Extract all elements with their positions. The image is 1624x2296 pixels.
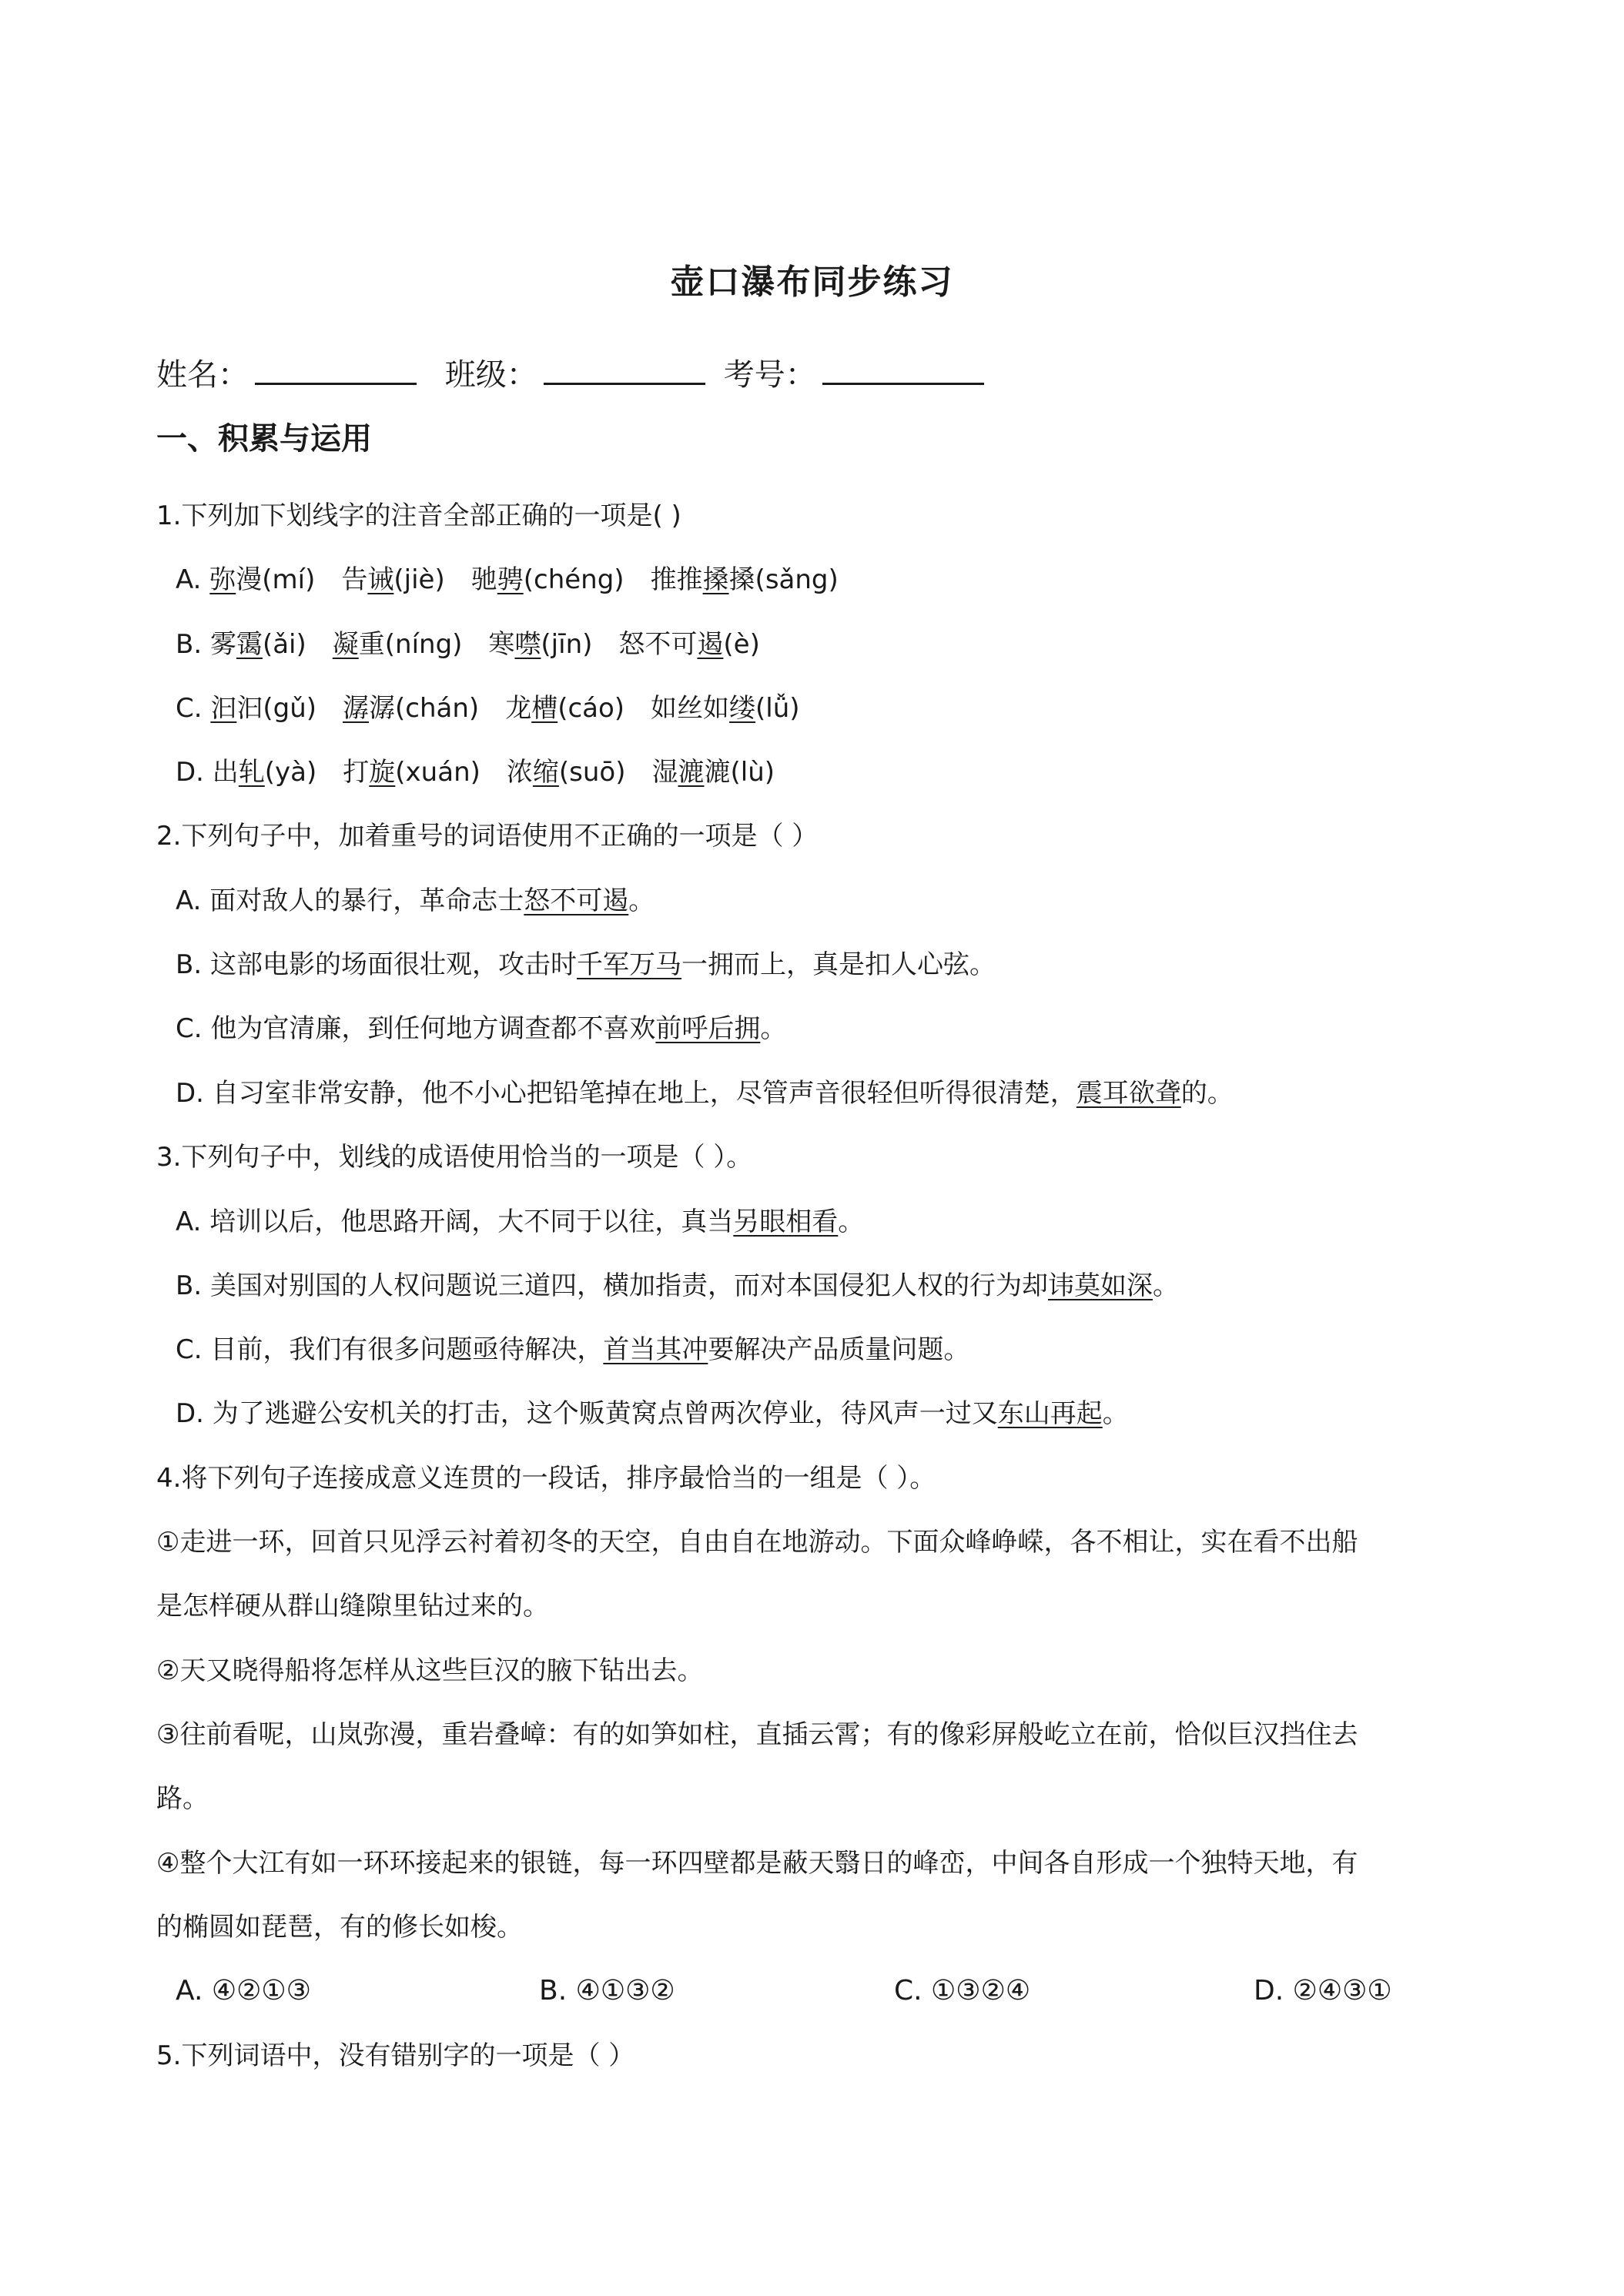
question-4-sentence-2: ②天又晓得船将怎样从这些巨汉的腋下钻出去。 [156, 1655, 704, 1686]
question-2-stem: 2.下列句子中，加着重号的词语使用不正确的一项是（ ） [156, 821, 819, 852]
question-2-option-a: A. 面对敌人的暴行，革命志士怒不可遏。 [176, 885, 655, 916]
question-4-sentence-3-line-1: ③往前看呢，山岚弥漫，重岩叠嶂：有的如笋如柱，直插云霄；有的像彩屏般屹立在前，恰似巨汉挡住去 [156, 1719, 1358, 1750]
question-3-option-d: D. 为了逃避公安机关的打击，这个贩黄窝点曾两次停业，待风声一过又东山再起。 [176, 1398, 1129, 1429]
question-4-option-d: D. ②④③① [1254, 1975, 1392, 2006]
question-1-option-a: A. 弥漫(mí) 告诫(jiè) 驰骋(chéng) 推推搡搡(sǎng) [176, 564, 839, 595]
question-3-option-a: A. 培训以后，他思路开阔，大不同于以往，真当另眼相看。 [176, 1207, 865, 1237]
question-1-stem: 1.下列加下划线字的注音全部正确的一项是( ) [156, 500, 681, 531]
question-4-stem: 4.将下列句子连接成意义连贯的一段话，排序最恰当的一组是（ ）。 [156, 1463, 936, 1494]
class-blank [544, 358, 705, 385]
question-3-option-b: B. 美国对别国的人权问题说三道四，横加指责，而对本国侵犯人权的行为却讳莫如深。 [176, 1270, 1179, 1301]
question-2-option-d: D. 自习室非常安静，他不小心把铅笔掉在地上，尽管声音很轻但听得很清楚，震耳欲聋的。 [176, 1078, 1234, 1109]
question-4-sentence-1-line-1: ①走进一环，回首只见浮云衬着初冬的天空，自由自在地游动。下面众峰峥嵘，各不相让，实在看不出船 [156, 1527, 1358, 1558]
question-4-option-a: A. ④②①③ [176, 1975, 311, 2006]
id-blank [822, 358, 984, 385]
question-1-option-b: B. 雾霭(ǎi) 凝重(níng) 寒噤(jīn) 怒不可遏(è) [176, 629, 760, 660]
section-heading: 一、积累与运用 [156, 421, 372, 457]
name-blank [255, 358, 417, 385]
question-3-stem: 3.下列句子中，划线的成语使用恰当的一项是（ ）。 [156, 1142, 753, 1173]
question-4-option-b: B. ④①③② [539, 1975, 675, 2006]
question-4-sentence-3-line-2: 路。 [156, 1783, 209, 1814]
question-1-option-d: D. 出轧(yà) 打旋(xuán) 浓缩(suō) 湿漉漉(lù) [176, 757, 775, 788]
question-5-stem: 5.下列词语中，没有错别字的一项是（ ） [156, 2040, 635, 2071]
class-label: 班级： [444, 357, 537, 393]
question-3-option-c: C. 目前，我们有很多问题亟待解决，首当其冲要解决产品质量问题。 [176, 1334, 970, 1365]
student-info [156, 350, 1003, 394]
question-1-option-c: C. 汩汩(gǔ) 潺潺(chán) 龙槽(cáo) 如丝如缕(lǚ) [176, 693, 800, 724]
question-2-option-b: B. 这部电影的场面很壮观，攻击时千军万马一拥而上，真是扣人心弦。 [176, 949, 996, 980]
question-4-sentence-4-line-2: 的椭圆如琵琶，有的修长如梭。 [156, 1912, 523, 1943]
name-label: 姓名： [156, 357, 249, 393]
question-4-option-c: C. ①③②④ [894, 1975, 1031, 2006]
question-4-sentence-1-line-2: 是怎样硬从群山缝隙里钻过来的。 [156, 1591, 549, 1622]
question-2-option-c: C. 他为官清廉，到任何地方调查都不喜欢前呼后拥。 [176, 1013, 787, 1044]
page-title: 壶口瀑布同步练习 [670, 263, 954, 302]
id-label: 考号： [723, 357, 816, 393]
question-4-sentence-4-line-1: ④整个大江有如一环环接起来的银链，每一环四壁都是蔽天翳日的峰峦，中间各自形成一个独特天地，有 [156, 1848, 1358, 1879]
